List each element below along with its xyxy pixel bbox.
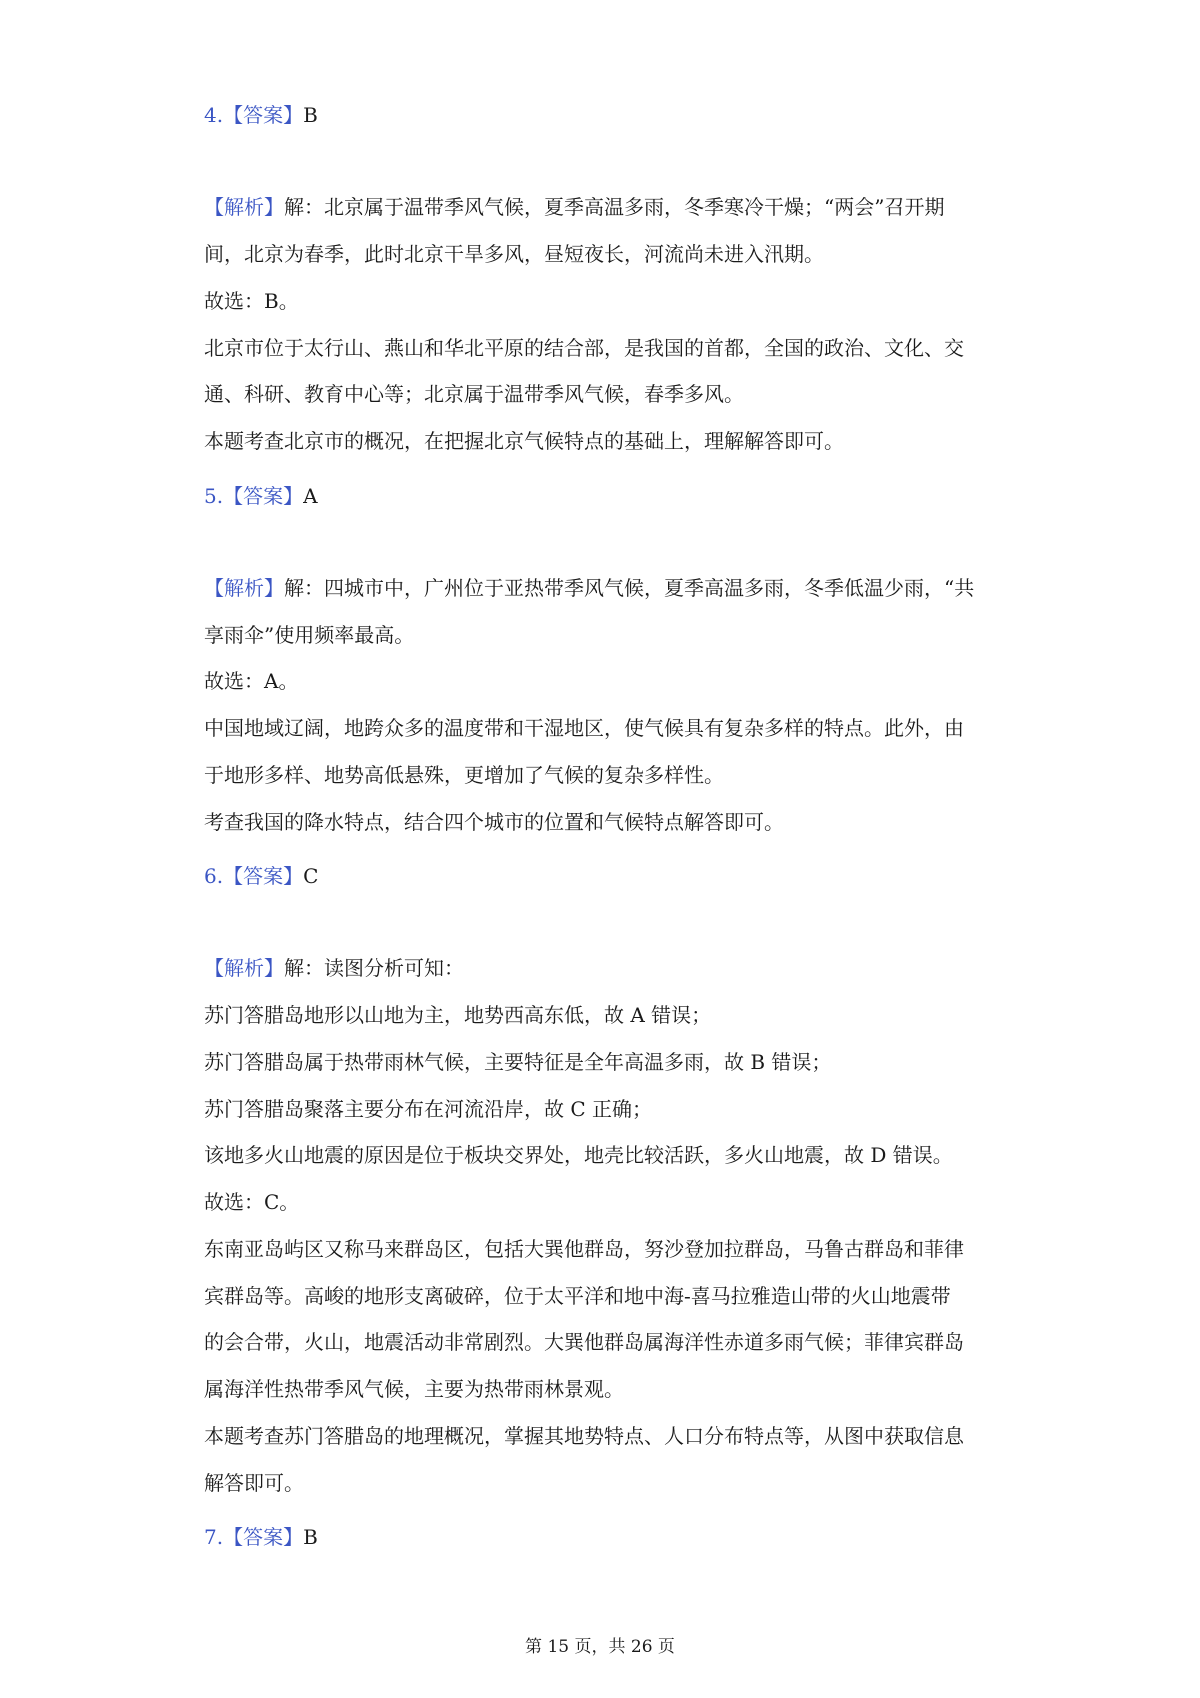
text-line: 苏门答腊岛属于热带雨林气候，主要特征是全年高温多雨，故 B 错误； [204, 1050, 832, 1074]
text-line: 苏门答腊岛聚落主要分布在河流沿岸，故 C 正确； [204, 1097, 653, 1121]
text-line: 间，北京为春季，此时北京干旱多风，昼短夜长，河流尚未进入汛期。 [204, 242, 824, 266]
answer-line-q6 [204, 862, 1004, 890]
text-line: 苏门答腊岛地形以山地为主，地势西高东低，故 A 错误； [204, 1003, 712, 1027]
text-line: 考查我国的降水特点，结合四个城市的位置和气候特点解答即可。 [204, 810, 784, 834]
question-number: 5. [204, 484, 224, 508]
text-line: 本题考查苏门答腊岛的地理概况，掌握其地势特点、人口分布特点等，从图中获取信息 [204, 1424, 964, 1448]
text-line: 东南亚岛屿区又称马来群岛区，包括大巽他群岛，努沙登加拉群岛，马鲁古群岛和菲律 [204, 1237, 964, 1261]
text-line: 通、科研、教育中心等；北京属于温带季风气候，春季多风。 [204, 382, 744, 406]
text-line: 中国地域辽阔，地跨众多的温度带和干湿地区，使气候具有复杂多样的特点。此外，由 [204, 716, 964, 740]
answer-value: B [303, 1525, 318, 1549]
question-number: 6. [204, 864, 224, 888]
analysis-text: 解：四城市中，广州位于亚热带季风气候，夏季高温多雨，冬季低温少雨，“共 [284, 576, 975, 600]
text-line: 宾群岛等。高峻的地形支离破碎，位于太平洋和地中海-喜马拉雅造山带的火山地震带 [204, 1284, 951, 1308]
answer-tag: 【答案】 [223, 103, 304, 127]
answer-tag: 【答案】 [223, 864, 304, 888]
analysis-tag: 【解析】 [204, 956, 284, 980]
analysis-tag: 【解析】 [204, 576, 284, 600]
analysis-text: 解：北京属于温带季风气候，夏季高温多雨，冬季寒冷干燥；“两会”召开期 [284, 195, 945, 219]
analysis-text: 解：读图分析可知： [284, 956, 464, 980]
answer-line-q4 [204, 101, 1004, 129]
answer-line-q5 [204, 482, 1004, 510]
question-number: 7. [204, 1525, 224, 1549]
text-line: 享雨伞”使用频率最高。 [204, 623, 415, 647]
text-line: 故选：B。 [204, 289, 299, 313]
answer-tag: 【答案】 [223, 1525, 304, 1549]
text-line: 的会合带，火山，地震活动非常剧烈。大巽他群岛属海洋性赤道多雨气候；菲律宾群岛 [204, 1330, 964, 1354]
text-line: 本题考查北京市的概况，在把握北京气候特点的基础上，理解解答即可。 [204, 429, 844, 453]
text-line: 于地形多样、地势高低悬殊，更增加了气候的复杂多样性。 [204, 763, 724, 787]
answer-value: B [303, 103, 318, 127]
text-line: 解答即可。 [204, 1471, 304, 1495]
text-line: 北京市位于太行山、燕山和华北平原的结合部，是我国的首都，全国的政治、文化、交 [204, 336, 964, 360]
answer-line-q7 [204, 1523, 1004, 1551]
text-line: 故选：A。 [204, 669, 299, 693]
answer-tag: 【答案】 [223, 484, 304, 508]
analysis-tag: 【解析】 [204, 195, 284, 219]
text-line: 该地多火山地震的原因是位于板块交界处，地壳比较活跃，多火山地震，故 D 错误。 [204, 1143, 953, 1167]
answer-value: A [303, 484, 318, 508]
text-line: 属海洋性热带季风气候，主要为热带雨林景观。 [204, 1377, 624, 1401]
analysis-line [204, 574, 1004, 602]
analysis-line [204, 193, 1004, 221]
analysis-line [204, 954, 1004, 982]
text-line: 故选：C。 [204, 1190, 300, 1214]
page-footer: 第 15 页，共 26 页 [525, 1637, 675, 1657]
answer-value: C [303, 864, 319, 888]
question-number: 4. [204, 103, 224, 127]
